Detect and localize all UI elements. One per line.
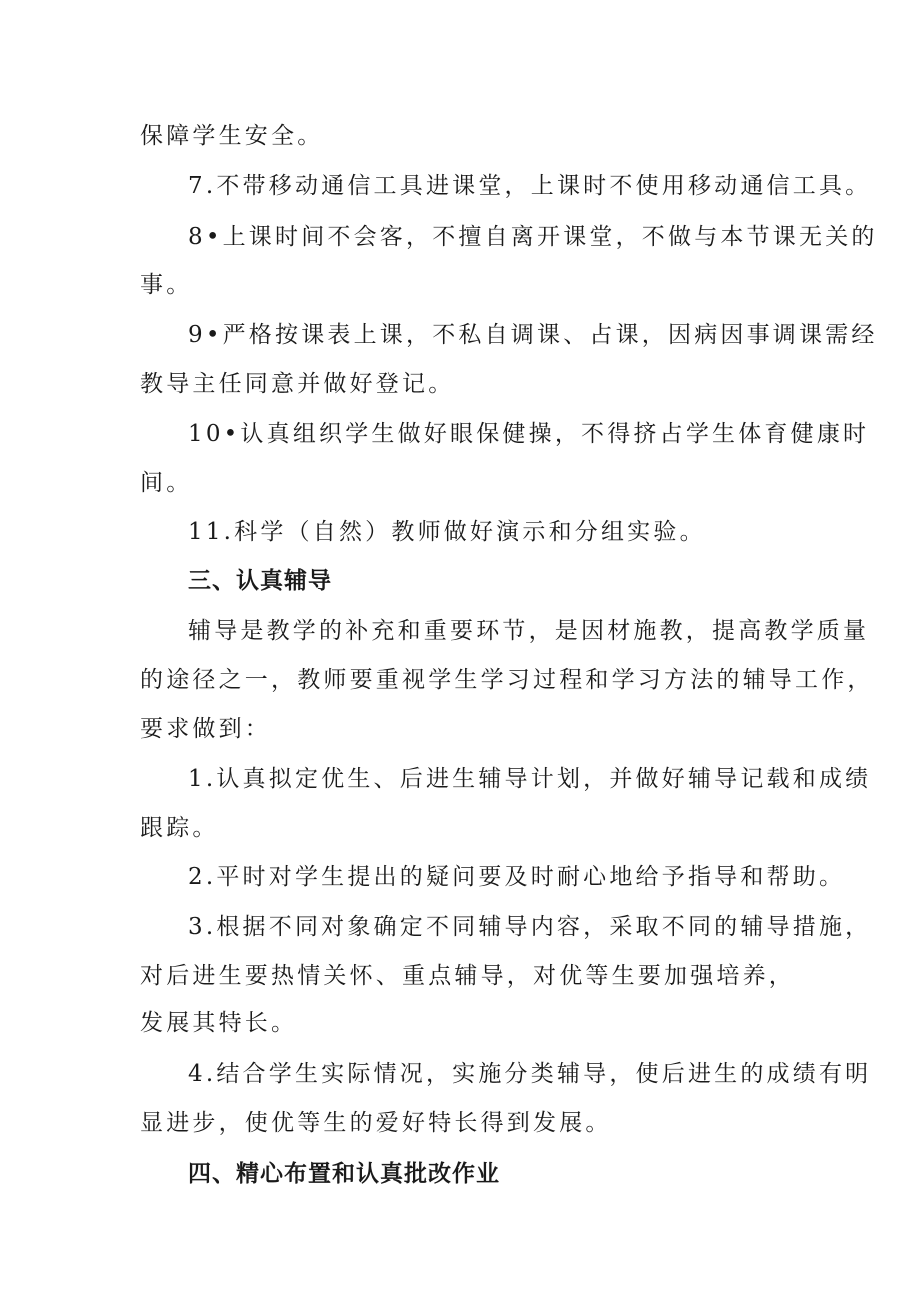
section-heading-4: 四、精心布置和认真批改作业	[188, 1161, 500, 1187]
list-item-4-continued: 显进步，使优等生的爱好特长得到发展。	[140, 1110, 612, 1136]
list-item-1: 1.认真拟定优生、后进生辅导计划，并做好辅导记载和成绩	[188, 766, 872, 792]
paragraph-line: 辅导是教学的补充和重要环节，是因材施教，提高教学质量	[188, 618, 870, 644]
list-item-10-continued: 间。	[140, 470, 193, 496]
list-item-3-continued: 对后进生要热情关怀、重点辅导，对优等生要加强培养，	[140, 963, 795, 989]
list-item-4: 4.结合学生实际情况，实施分类辅导，使后进生的成绩有明	[188, 1061, 872, 1087]
list-item-8: 8•上课时间不会客，不擅自离开课堂，不做与本节课无关的	[188, 224, 878, 250]
list-item-1-continued: 跟踪。	[140, 815, 219, 841]
body-text-line: 保障学生安全。	[140, 123, 324, 149]
paragraph-line: 的途径之一，教师要重视学生学习过程和学习方法的辅导工作，	[140, 667, 874, 693]
list-item-2: 2.平时对学生提出的疑问要及时耐心地给予指导和帮助。	[188, 864, 846, 890]
list-item-8-continued: 事。	[140, 272, 193, 298]
list-item-9-continued: 教导主任同意并做好登记。	[140, 371, 455, 397]
list-item-7: 7.不带移动通信工具进课堂，上课时不使用移动通信工具。	[188, 173, 872, 199]
paragraph-line: 要求做到：	[140, 716, 271, 742]
list-item-11: 11.科学（自然）教师做好演示和分组实验。	[188, 519, 706, 545]
list-item-10: 10•认真组织学生做好眼保健操，不得挤占学生体育健康时	[188, 421, 870, 447]
list-item-3: 3.根据不同对象确定不同辅导内容，采取不同的辅导措施，	[188, 914, 872, 940]
list-item-3-continued: 发展其特长。	[140, 1010, 298, 1036]
list-item-9: 9•严格按课表上课，不私自调课、占课，因病因事调课需经	[188, 322, 878, 348]
section-heading-3: 三、认真辅导	[188, 568, 332, 594]
